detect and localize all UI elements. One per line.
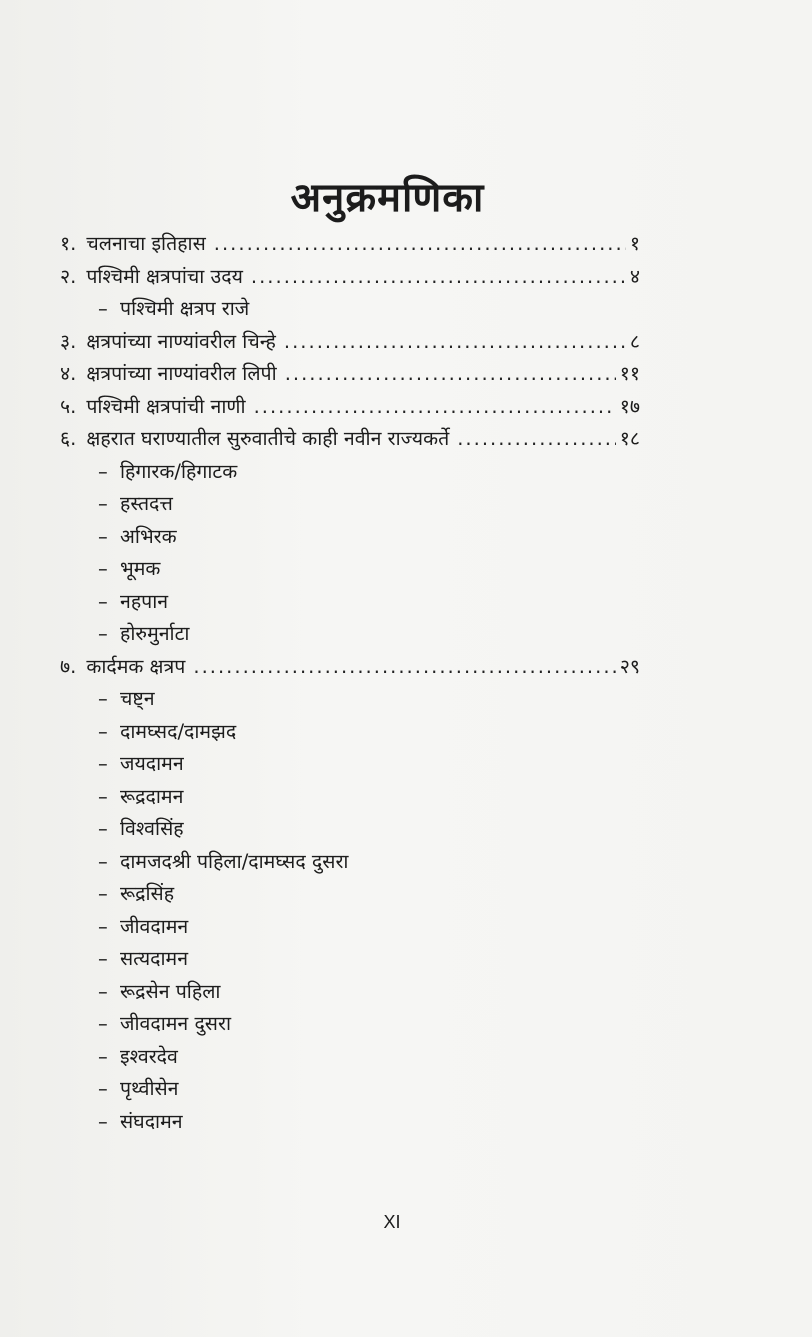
subentry-title: जीवदामन दुसरा <box>120 1012 232 1035</box>
subentry-dash: – <box>98 1077 108 1100</box>
toc-subentry <box>60 488 640 521</box>
toc-subentry <box>60 878 640 911</box>
page-number-footer: XI <box>383 1212 401 1232</box>
subentry-dash: – <box>98 297 108 320</box>
subentry-dash: – <box>98 784 108 808</box>
dot-leader <box>251 261 626 294</box>
toc-subentry <box>60 521 640 554</box>
chapter-number: १. <box>60 232 77 255</box>
chapter-page-number: ४ <box>629 264 640 288</box>
chapter-number: ४. <box>60 362 77 385</box>
chapter-page-number: १८ <box>619 427 640 450</box>
subentry-dash: – <box>98 979 108 1003</box>
subentry-dash: – <box>98 1044 108 1068</box>
dot-leader <box>214 228 626 261</box>
toc-chapter-entry <box>60 391 640 424</box>
subentry-dash: – <box>98 849 108 873</box>
chapter-page-number: १ <box>629 232 640 255</box>
subentry-title: संघदामन <box>120 1109 183 1133</box>
chapter-title: क्षहरात घराण्यातील सुरुवातीचे काही नवीन राज्यकर्ते <box>86 427 450 450</box>
subentry-dash: – <box>98 882 108 905</box>
subentry-dash: – <box>98 1012 108 1035</box>
subentry-dash: – <box>98 752 108 775</box>
chapter-title: क्षत्रपांच्या नाण्यांवरील लिपी <box>86 362 277 385</box>
subentry-dash: – <box>98 947 108 970</box>
toc-subentry <box>60 1041 640 1074</box>
subentry-dash: – <box>98 622 108 645</box>
subentry-title: सत्यदामन <box>120 947 189 970</box>
subentry-title: चष्ट्न <box>120 687 155 710</box>
chapter-page-number: ८ <box>629 329 640 353</box>
toc-subentry <box>60 456 640 489</box>
dot-leader <box>193 651 615 684</box>
toc-subentry <box>60 748 640 781</box>
subentry-dash: – <box>98 719 108 743</box>
subentry-dash: – <box>98 492 108 515</box>
subentry-dash: – <box>98 817 108 840</box>
table-of-contents <box>60 228 640 1138</box>
subentry-title: जीवदामन <box>120 914 189 938</box>
subentry-title: अभिरक <box>120 524 177 548</box>
subentry-title: विश्वसिंह <box>120 817 184 840</box>
subentry-title: दामघ्सद/दामझद <box>120 719 237 743</box>
subentry-title: भूमक <box>120 557 161 580</box>
toc-chapter-entry <box>60 228 640 261</box>
subentry-title: इश्वरदेव <box>120 1044 178 1068</box>
subentry-title: नहपान <box>120 589 169 613</box>
chapter-title: कार्दमक क्षत्रप <box>86 654 186 678</box>
toc-subentry <box>60 1008 640 1041</box>
chapter-title: चलनाचा इतिहास <box>86 232 206 255</box>
toc-subentry <box>60 586 640 619</box>
toc-chapter-entry <box>60 651 640 684</box>
subentry-title: जयदामन <box>120 752 184 775</box>
dot-leader <box>457 423 616 456</box>
chapter-number: ६. <box>60 427 77 450</box>
subentry-title: दामजदश्री पहिला/दामघ्सद दुसरा <box>120 849 349 873</box>
dot-leader <box>284 326 626 359</box>
chapter-page-number: १७ <box>619 394 640 418</box>
toc-chapter-entry <box>60 326 640 359</box>
toc-subentry <box>60 618 640 651</box>
dot-leader <box>254 391 616 424</box>
chapter-title: पश्चिमी क्षत्रपांची नाणी <box>86 394 246 418</box>
toc-subentry <box>60 683 640 716</box>
chapter-number: ७. <box>60 654 77 678</box>
subentry-dash: – <box>98 914 108 938</box>
toc-chapter-entry <box>60 261 640 294</box>
toc-chapter-entry <box>60 423 640 456</box>
subentry-dash: – <box>98 459 108 483</box>
toc-subentry <box>60 293 640 326</box>
chapter-number: २. <box>60 264 77 288</box>
subentry-dash: – <box>98 557 108 580</box>
page-title: अनुक्रमणिका <box>290 175 485 221</box>
toc-subentry <box>60 1106 640 1139</box>
subentry-title: रूद्रसिंह <box>120 882 175 905</box>
toc-subentry <box>60 813 640 846</box>
subentry-title: हिगारक/हिगाटक <box>120 459 238 483</box>
chapter-number: ५. <box>60 394 77 418</box>
toc-subentry <box>60 1073 640 1106</box>
subentry-title: रूद्रसेन पहिला <box>120 979 221 1003</box>
toc-subentry <box>60 553 640 586</box>
subentry-title: होरुमुर्नाटा <box>120 622 190 645</box>
subentry-title: पृथ्वीसेन <box>120 1077 179 1100</box>
chapter-page-number: २९ <box>619 654 640 678</box>
chapter-number: ३. <box>60 329 77 353</box>
subentry-title: रूद्रदामन <box>120 784 184 808</box>
toc-subentry <box>60 846 640 879</box>
subentry-dash: – <box>98 589 108 613</box>
toc-subentry <box>60 911 640 944</box>
subentry-dash: – <box>98 687 108 710</box>
toc-chapter-entry <box>60 358 640 391</box>
subentry-dash: – <box>98 524 108 548</box>
chapter-page-number: ११ <box>619 362 640 385</box>
subentry-title: हस्तदत्त <box>120 492 173 515</box>
toc-subentry <box>60 943 640 976</box>
toc-subentry <box>60 716 640 749</box>
subentry-dash: – <box>98 1109 108 1133</box>
chapter-title: क्षत्रपांच्या नाण्यांवरील चिन्हे <box>86 329 276 353</box>
chapter-title: पश्चिमी क्षत्रपांचा उदय <box>86 264 243 288</box>
subentry-title: पश्चिमी क्षत्रप राजे <box>120 297 250 320</box>
toc-subentry <box>60 976 640 1009</box>
toc-subentry <box>60 781 640 814</box>
dot-leader <box>285 358 616 391</box>
